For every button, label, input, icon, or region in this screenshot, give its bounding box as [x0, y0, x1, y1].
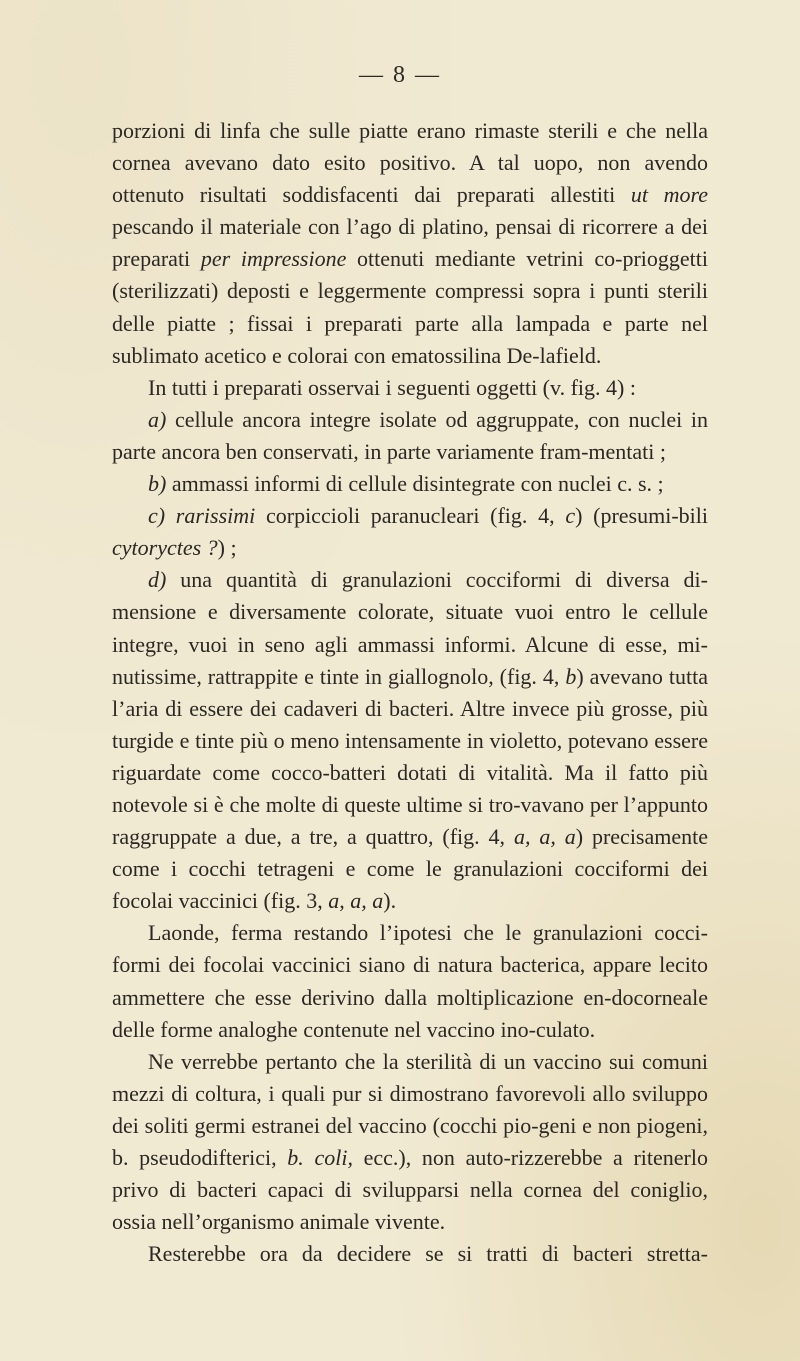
- paragraph-3: Laonde, ferma restando l’ipotesi che le granulazioni cocci-formi dei focolai vaccinici siano di natura bacterica, appare lecito ammettere che esse derivino dalla moltiplicazione en-docorneale delle forme analoghe contenute nel vaccino ino-culato.: [112, 920, 708, 1042]
- text-run: ) precisamente come i cocchi tetrageni e come le granulazioni cocciformi dei focolai vaccinici (fig. 3,: [112, 824, 709, 914]
- list-marker: d): [148, 567, 167, 593]
- italic-term: a, a, a: [328, 888, 384, 914]
- italic-term: a, a, a: [513, 824, 576, 850]
- list-item-d: [112, 564, 708, 917]
- paragraph-4: [112, 1046, 708, 1239]
- text-run: ecc.), non auto-rizzerebbe a ritenerlo privo di bacteri capaci di svilupparsi nella cornea del coniglio, ossia nell’organismo animale vivente.: [112, 1145, 708, 1235]
- italic-term: cytoryctes ?: [112, 535, 218, 561]
- text-run: ) ;: [217, 535, 237, 561]
- paragraph-1: [112, 115, 708, 372]
- list-item-c: [112, 500, 708, 564]
- paragraph-2: In tutti i preparati osservai i seguenti oggetti (v. fig. 4) :: [148, 374, 636, 400]
- text-run: porzioni di linfa che sulle piatte erano rimaste sterili e che nella cornea avevano dato esito positivo. A tal uopo, non avendo ottenuto risultati soddisfacenti dai preparati allestiti: [112, 118, 708, 208]
- italic-term: b: [565, 663, 577, 689]
- text-run: ) (presumi-bili: [575, 503, 708, 529]
- list-item-a: [112, 404, 708, 468]
- text-run: ammassi informi di cellule disintegrate con nuclei c. s. ;: [166, 471, 664, 497]
- text-run: una quantità di granulazioni cocciformi di diversa di-mensione e diversamente colorate, situate vuoi entro le cellule integre, vuoi in seno agli ammassi informi. Alcune di esse, mi-nutissime, rattrappite e tinte in giallognolo, (fig. 4,: [112, 567, 708, 689]
- text-run: ) avevano tutta l’aria di essere dei cadaveri di bacteri. Altre invece più grosse, più turgide e tinte più o meno intensamente in violetto, potevano essere riguardate come cocco-batteri dotati di vitalità. Ma il fatto più notevole si è che molte di queste ultime si tro-vavano per l’appunto raggruppate a due, a tre, a quattro, (fig. 4,: [112, 663, 708, 850]
- list-marker: c): [148, 503, 166, 529]
- text-run: ).: [383, 888, 397, 914]
- text-run: ottenuti mediante vetrini co-prioggetti (sterilizzati) deposti e leggermente compressi sopra i punti sterili delle piatte ; fissai i preparati parte alla lampada e parte nel sublimato acetico e colorai con ematossilina De-lafield.: [112, 246, 708, 368]
- list-marker: a): [148, 406, 167, 432]
- text-run: cellule ancora integre isolate od aggruppate, con nuclei in parte ancora ben conservati, in parte variamente fram-mentati ;: [112, 406, 708, 464]
- italic-term: rarissimi: [175, 503, 256, 529]
- text-run: corpiccioli paranucleari (fig. 4,: [255, 503, 566, 529]
- italic-term: per impressione: [200, 246, 347, 272]
- italic-term: b. coli,: [287, 1145, 353, 1170]
- italic-term: ut more: [630, 182, 708, 208]
- paragraph-5: Resterebbe ora da decidere se si tratti di bacteri stretta-: [148, 1241, 708, 1267]
- text-run: Ne verrebbe pertanto che la sterilità di un vaccino sui comuni mezzi di coltura, i quali pur si dimostrano favorevoli allo sviluppo dei soliti germi estranei del vaccino (cocchi pio-geni e non piogeni, b. pseudodifterici,: [112, 1048, 708, 1170]
- page-number: — 8 —: [359, 62, 441, 88]
- italic-term: c: [565, 503, 576, 529]
- list-marker: b): [148, 471, 167, 497]
- list-item-b: [112, 468, 708, 500]
- text-run: pescando il materiale con l’ago di platino, pensai di ricorrere a dei preparati: [112, 214, 708, 272]
- body-text: [112, 115, 708, 1270]
